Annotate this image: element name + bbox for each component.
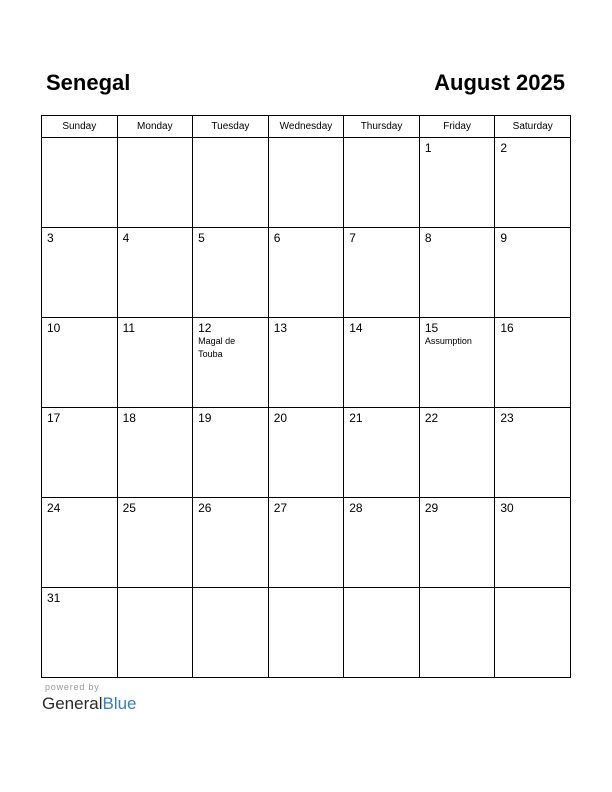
weekday-sunday: Sunday [42,116,118,138]
day-cell [193,318,269,408]
holiday-label: Magal de Touba [198,336,236,359]
day-cell [42,228,118,318]
day-cell [495,228,571,318]
day-cell [344,588,420,678]
day-cell [193,498,269,588]
brand-logo[interactable] [42,694,137,714]
day-number: 8 [424,231,432,245]
day-cell [495,588,571,678]
day-cell [268,318,344,408]
day-number: 1 [424,141,432,155]
day-cell [268,498,344,588]
day-cell [42,498,118,588]
day-cell [117,318,193,408]
day-number: 17 [47,411,61,425]
day-number: 15 [424,321,439,335]
day-cell [268,138,344,228]
day-number: 3 [47,231,54,245]
day-cell [344,138,420,228]
week-row [42,138,571,228]
day-number: 11 [122,321,136,335]
day-number: 23 [500,411,514,425]
day-cell [268,588,344,678]
day-number: 14 [349,321,363,335]
day-number: 31 [47,591,61,605]
day-cell [419,138,495,228]
month-year-title: August 2025 [434,70,565,95]
day-cell [193,588,269,678]
brand-general: General [42,694,103,713]
day-number: 25 [122,501,136,515]
day-cell [344,228,420,318]
day-cell [42,588,118,678]
weekday-wednesday: Wednesday [268,116,344,138]
day-number: 2 [500,141,508,155]
day-cell [419,588,495,678]
day-cell [344,318,420,408]
day-number: 20 [273,411,288,425]
day-cell [42,318,118,408]
day-number: 5 [198,231,205,245]
day-cell [495,408,571,498]
day-cell [495,318,571,408]
day-cell [193,138,269,228]
country-title: Senegal [46,70,131,95]
day-number: 28 [349,501,363,515]
day-number: 7 [349,231,356,245]
day-number: 30 [500,501,514,515]
holiday-label: Assumption [424,336,472,346]
day-cell [117,138,193,228]
day-cell [193,408,269,498]
day-cell [419,228,495,318]
day-cell [344,408,420,498]
week-row [42,318,571,408]
day-cell [495,498,571,588]
day-cell [117,498,193,588]
day-number: 27 [273,501,288,515]
weekday-header-row [42,116,571,138]
weekday-tuesday: Tuesday [193,116,269,138]
weekday-friday: Friday [419,116,495,138]
day-number: 16 [500,321,514,335]
day-cell [419,408,495,498]
day-cell [419,498,495,588]
day-cell [117,588,193,678]
day-number: 10 [47,321,61,335]
weekday-saturday: Saturday [495,116,571,138]
day-number: 13 [273,321,288,335]
day-cell [42,408,118,498]
day-number: 24 [47,501,61,515]
day-number: 4 [122,231,130,245]
week-row [42,408,571,498]
day-cell [268,408,344,498]
day-cell [419,318,495,408]
week-row [42,498,571,588]
day-number: 6 [273,231,281,245]
day-number: 29 [424,501,439,515]
day-number: 21 [349,411,363,425]
day-cell [495,138,571,228]
calendar-body [42,138,571,678]
day-number: 19 [198,411,212,425]
day-number: 12 [198,321,212,335]
week-row [42,588,571,678]
day-number: 26 [198,501,212,515]
week-row [42,228,571,318]
brand-blue: Blue [102,694,137,713]
powered-by-label: powered by [45,682,100,692]
day-cell [42,138,118,228]
day-number: 22 [424,411,439,425]
day-cell [117,408,193,498]
weekday-monday: Monday [117,116,193,138]
day-cell [117,228,193,318]
weekday-thursday: Thursday [344,116,420,138]
day-cell [193,228,269,318]
day-cell [268,228,344,318]
calendar-grid [41,115,571,678]
day-cell [344,498,420,588]
day-number: 18 [122,411,136,425]
day-number: 9 [500,231,508,245]
